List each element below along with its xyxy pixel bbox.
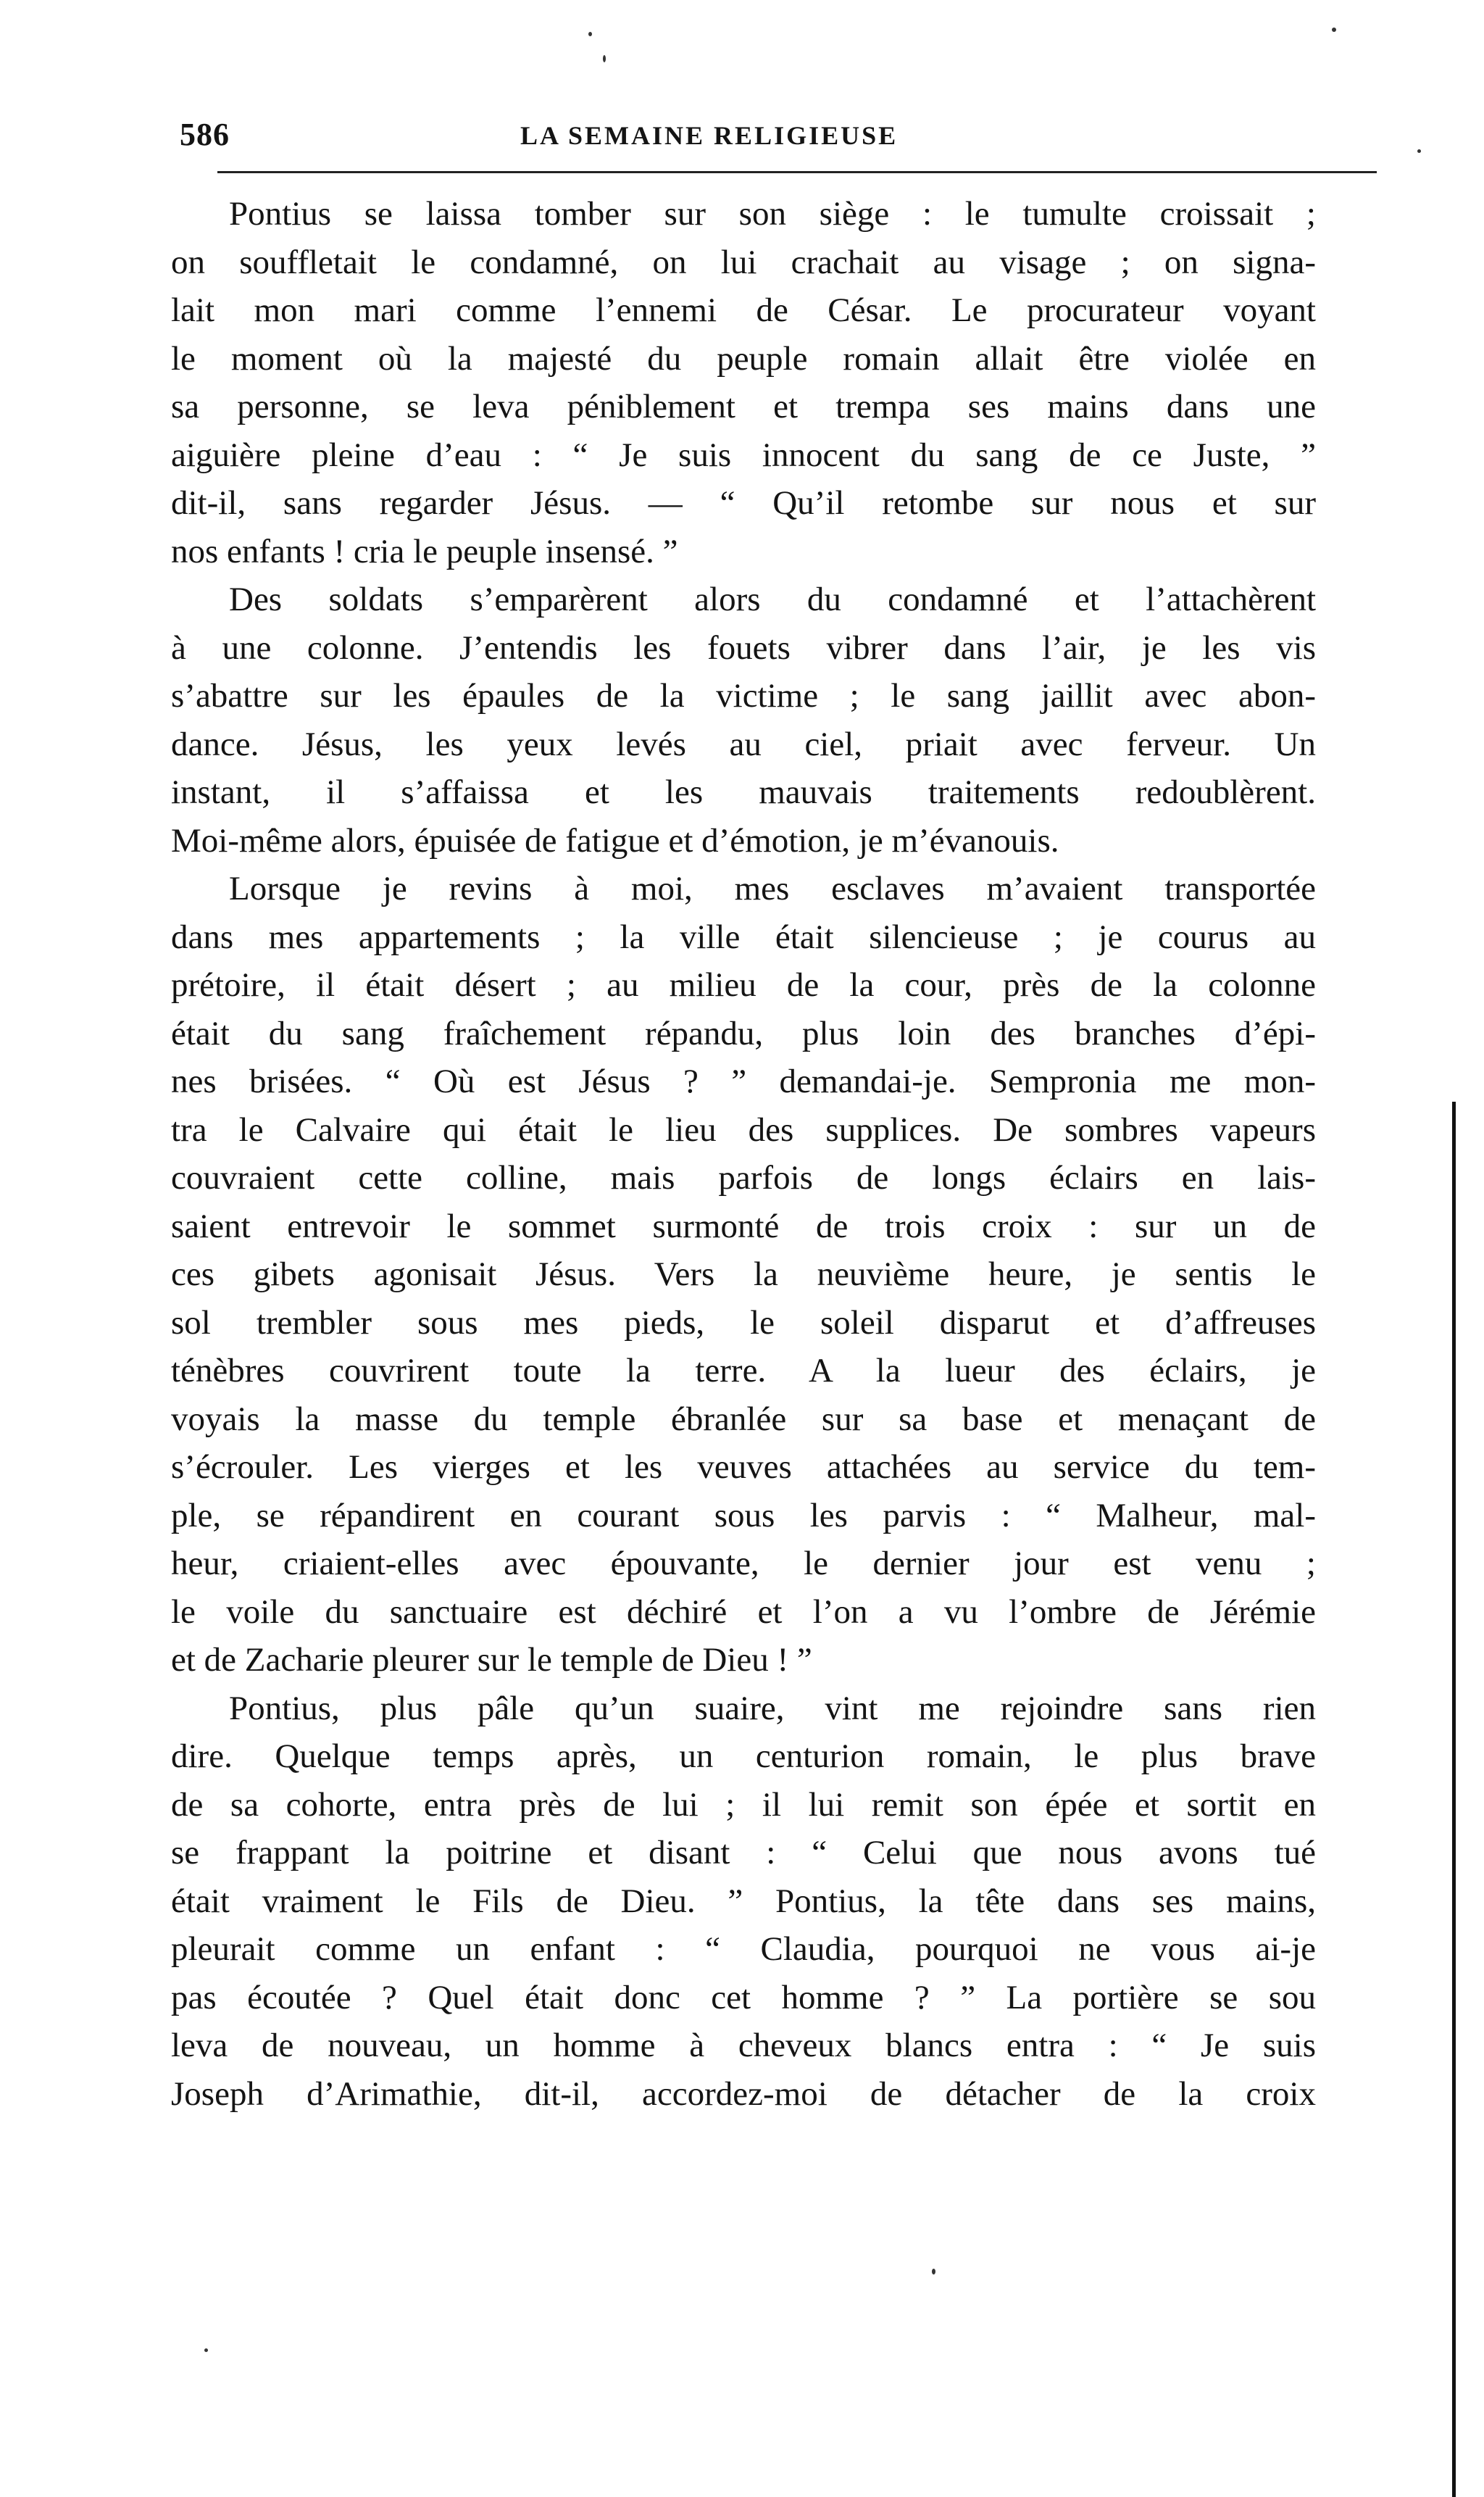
text-line: Lorsque je revins à moi, mes esclaves m’avaient transportée xyxy=(229,870,1316,907)
text-line: ténèbres couvrirent toute la terre. A la lueur des éclairs, je xyxy=(171,1352,1316,1389)
text-line: de sa cohorte, entra près de lui ; il lui remit son épée et sortit en xyxy=(171,1785,1316,1824)
text-line: instant, il s’affaissa et les mauvais traitements redoublèrent. xyxy=(171,773,1316,811)
text-line: dance. Jésus, les yeux levés au ciel, priait avec ferveur. Un xyxy=(171,725,1316,763)
header-rule xyxy=(217,171,1377,173)
text-line: ces gibets agonisait Jésus. Vers la neuvième heure, je sentis le xyxy=(171,1255,1316,1293)
text-line: était vraiment le Fils de Dieu. ” Pontius, la tête dans ses mains, xyxy=(171,1882,1316,1920)
scan-speck xyxy=(588,32,592,36)
text-line: sol trembler sous mes pieds, le soleil disparut et d’affreuses xyxy=(171,1303,1316,1342)
text-line: ple, se répandirent en courant sous les parvis : “ Malheur, mal- xyxy=(171,1496,1316,1534)
paragraph xyxy=(171,190,1316,576)
text-line: Moi-même alors, épuisée de fatigue et d’émotion, je m’évanouis. xyxy=(171,821,1059,860)
text-line: et de Zacharie pleurer sur le temple de Dieu ! ” xyxy=(171,1641,812,1679)
text-line: nes brisées. “ Où est Jésus ? ” demandai-je. Sempronia me mon- xyxy=(171,1063,1316,1100)
page-header xyxy=(180,116,1375,167)
text-line: le moment où la majesté du peuple romain allait être violée en xyxy=(171,339,1316,378)
text-line: Pontius se laissa tomber sur son siège : le tumulte croissait ; xyxy=(229,195,1316,233)
text-line: lait mon mari comme l’ennemi de César. Le procurateur voyant xyxy=(171,291,1316,329)
scan-speck xyxy=(1417,149,1421,153)
text-line: voyais la masse du temple ébranlée sur sa base et menaçant de xyxy=(171,1400,1316,1438)
text-line: s’abattre sur les épaules de la victime ; le sang jaillit avec abon- xyxy=(171,677,1316,715)
text-line: Joseph d’Arimathie, dit-il, accordez-moi de détacher de la croix xyxy=(171,2074,1316,2113)
text-line: leva de nouveau, un homme à cheveux blancs entra : “ Je suis xyxy=(171,2027,1316,2064)
text-line: nos enfants ! cria le peuple insensé. ” xyxy=(171,532,678,570)
text-line: le voile du sanctuaire est déchiré et l’on a vu l’ombre de Jérémie xyxy=(171,1592,1316,1631)
text-line: pas écoutée ? Quel était donc cet homme ? ” La portière se sou xyxy=(171,1978,1316,2016)
page-number: 586 xyxy=(180,117,230,152)
text-line: se frappant la poitrine et disant : “ Celui que nous avons tué xyxy=(171,1834,1316,1871)
text-line: heur, criaient-elles avec épouvante, le dernier jour est venu ; xyxy=(171,1545,1316,1582)
text-line: Pontius, plus pâle qu’un suaire, vint me rejoindre sans rien xyxy=(229,1689,1316,1727)
running-title: LA SEMAINE RELIGIEUSE xyxy=(520,121,899,150)
text-line: on souffletait le condamné, on lui crachait au visage ; on signa- xyxy=(171,243,1316,281)
scan-speck xyxy=(932,2269,935,2274)
page-edge-shadow xyxy=(1452,1102,1456,2497)
scan-speck xyxy=(1332,28,1336,32)
text-line: dit-il, sans regarder Jésus. — “ Qu’il retombe sur nous et sur xyxy=(171,484,1316,522)
paragraph xyxy=(171,865,1316,1684)
text-line: tra le Calvaire qui était le lieu des supplices. De sombres vapeurs xyxy=(171,1110,1316,1149)
text-line: s’écrouler. Les vierges et les veuves attachées au service du tem- xyxy=(171,1448,1316,1486)
text-line: aiguière pleine d’eau : “ Je suis innocent du sang de ce Juste, ” xyxy=(171,436,1316,474)
scan-speck xyxy=(603,55,606,62)
text-line: dans mes appartements ; la ville était silencieuse ; je courus au xyxy=(171,918,1316,956)
text-line: couvraient cette colline, mais parfois de longs éclairs en lais- xyxy=(171,1159,1316,1197)
text-line: à une colonne. J’entendis les fouets vibrer dans l’air, je les vis xyxy=(171,628,1316,667)
text-line: dire. Quelque temps après, un centurion romain, le plus brave xyxy=(171,1737,1316,1775)
text-line: prétoire, il était désert ; au milieu de la cour, près de la colonne xyxy=(171,966,1316,1004)
text-line: pleurait comme un enfant : “ Claudia, pourquoi ne vous ai-je xyxy=(171,1930,1316,1968)
text-line: saient entrevoir le sommet surmonté de trois croix : sur un de xyxy=(171,1207,1316,1245)
paragraph xyxy=(171,576,1316,865)
paragraph xyxy=(171,1684,1316,2119)
text-line: sa personne, se leva péniblement et trempa ses mains dans une xyxy=(171,388,1316,425)
text-line: Des soldats s’emparèrent alors du condamné et l’attachèrent xyxy=(229,581,1316,618)
body-text xyxy=(171,190,1316,2118)
text-line: était du sang fraîchement répandu, plus loin des branches d’épi- xyxy=(171,1014,1316,1052)
scan-speck xyxy=(204,2348,208,2352)
